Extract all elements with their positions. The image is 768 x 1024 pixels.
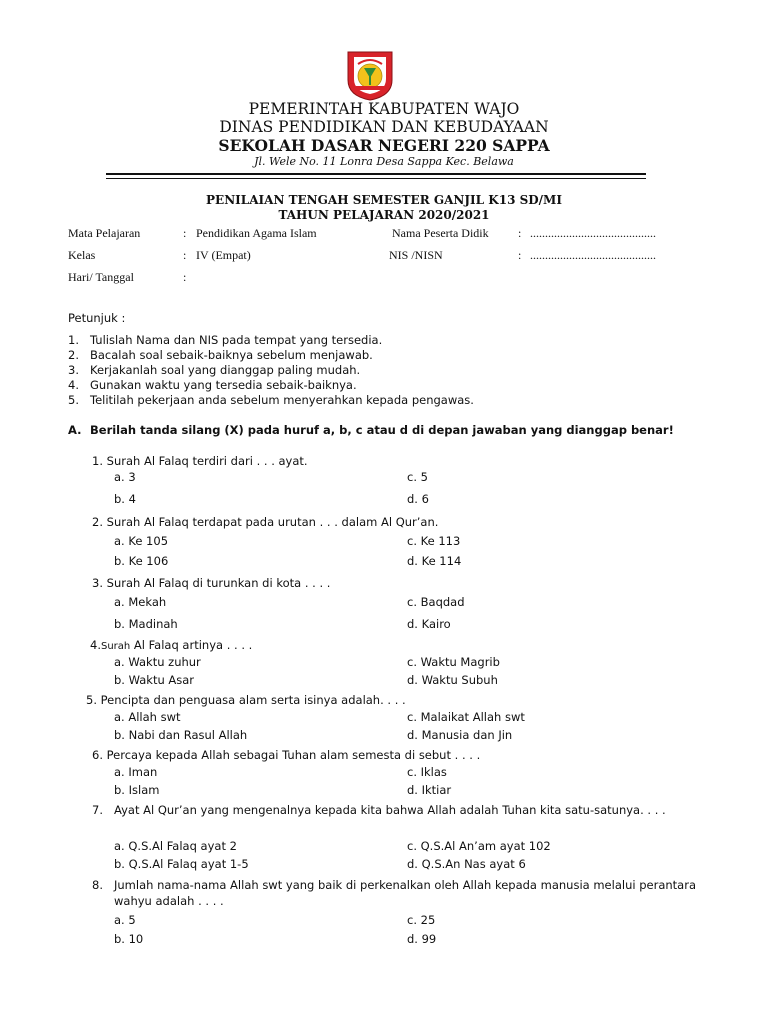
- colon: :: [183, 226, 187, 240]
- option-a[interactable]: a. 5: [114, 913, 136, 927]
- nis-field[interactable]: ..........................................: [530, 248, 656, 262]
- option-b[interactable]: b. Madinah: [114, 617, 178, 631]
- option-c[interactable]: c. 5: [407, 470, 428, 484]
- option-d[interactable]: d. 6: [407, 492, 429, 506]
- header-school-name: SEKOLAH DASAR NEGERI 220 SAPPA: [218, 136, 550, 155]
- question-8: 8. Jumlah nama-nama Allah swt yang baik di perkenalkan oleh Allah kepada manusia melalui perantara wahyu adalah . . . .: [92, 878, 696, 908]
- option-d[interactable]: d. Ke 114: [407, 554, 462, 568]
- header-divider-thin: [106, 178, 646, 179]
- colon: :: [183, 270, 187, 284]
- question-6: 6. Percaya kepada Allah sebagai Tuhan alam semesta di sebut . . . .: [92, 748, 481, 762]
- option-a[interactable]: a. 3: [114, 470, 136, 484]
- instructions-list: [68, 333, 474, 408]
- option-d[interactable]: d. Manusia dan Jin: [407, 728, 513, 742]
- option-a[interactable]: a. Ke 105: [114, 534, 169, 548]
- option-b[interactable]: b. Nabi dan Rasul Allah: [114, 728, 248, 742]
- list-item: 2. Bacalah soal sebaik-baiknya sebelum menjawab.: [68, 348, 373, 362]
- option-b[interactable]: b. Ke 106: [114, 554, 169, 568]
- date-label: Hari/ Tanggal: [68, 270, 134, 284]
- option-b[interactable]: b. Q.S.Al Falaq ayat 1-5: [114, 857, 249, 871]
- option-b[interactable]: b. Waktu Asar: [114, 673, 195, 687]
- option-c[interactable]: c. Q.S.Al An’am ayat 102: [407, 839, 551, 853]
- option-c[interactable]: c. Iklas: [407, 765, 447, 779]
- section-a-instruction: A. Berilah tanda silang (X) pada huruf a, b, c atau d di depan jawaban yang dianggap benar!: [68, 423, 674, 437]
- option-c[interactable]: c. Ke 113: [407, 534, 461, 548]
- header-divider-thick: [106, 173, 646, 175]
- nis-label: NIS /NISN: [389, 248, 443, 262]
- option-d[interactable]: d. Kairo: [407, 617, 451, 631]
- question-5: 5. Pencipta dan penguasa alam serta isinya adalah. . . .: [86, 693, 406, 707]
- header-government: PEMERINTAH KABUPATEN WAJO: [248, 100, 520, 118]
- exam-title: PENILAIAN TENGAH SEMESTER GANJIL K13 SD/MI: [206, 193, 562, 207]
- option-d[interactable]: d. Iktiar: [407, 783, 452, 797]
- colon: :: [518, 248, 522, 262]
- header-address: Jl. Wele No. 11 Lonra Desa Sappa Kec. Belawa: [254, 155, 514, 168]
- header-department: DINAS PENDIDIKAN DAN KEBUDAYAAN: [219, 118, 549, 136]
- list-item: 1. Tulislah Nama dan NIS pada tempat yang tersedia.: [68, 333, 383, 347]
- question-1: 1. Surah Al Falaq terdiri dari . . . ayat.: [92, 454, 308, 468]
- class-value: IV (Empat): [196, 248, 251, 262]
- option-a[interactable]: a. Iman: [114, 765, 158, 779]
- question-4: 4.Surah Al Falaq artinya . . . .: [90, 638, 253, 652]
- subject-value: Pendidikan Agama Islam: [196, 226, 317, 240]
- option-c[interactable]: c. 25: [407, 913, 436, 927]
- option-d[interactable]: d. 99: [407, 932, 437, 946]
- option-d[interactable]: d. Waktu Subuh: [407, 673, 498, 687]
- colon: :: [518, 226, 522, 240]
- list-item: 4. Gunakan waktu yang tersedia sebaik-baiknya.: [68, 378, 357, 392]
- option-a[interactable]: a. Allah swt: [114, 710, 181, 724]
- option-d[interactable]: d. Q.S.An Nas ayat 6: [407, 857, 526, 871]
- option-a[interactable]: a. Q.S.Al Falaq ayat 2: [114, 839, 237, 853]
- list-item: 3. Kerjakanlah soal yang dianggap paling mudah.: [68, 363, 361, 377]
- exam-year: TAHUN PELAJARAN 2020/2021: [278, 208, 490, 222]
- list-item: 5. Telitilah pekerjaan anda sebelum menyerahkan kepada pengawas.: [68, 393, 474, 407]
- option-b[interactable]: b. 4: [114, 492, 136, 506]
- question-2: 2. Surah Al Falaq terdapat pada urutan . . . dalam Al Qur’an.: [92, 515, 439, 529]
- option-c[interactable]: c. Malaikat Allah swt: [407, 710, 525, 724]
- option-c[interactable]: c. Baqdad: [407, 595, 465, 609]
- option-b[interactable]: b. 10: [114, 932, 144, 946]
- question-7: 7. Ayat Al Qur’an yang mengenalnya kepada kita bahwa Allah adalah Tuhan kita satu-satunya. . . .: [92, 803, 666, 817]
- instructions-heading: Petunjuk :: [68, 311, 126, 325]
- option-c[interactable]: c. Waktu Magrib: [407, 655, 500, 669]
- student-name-field[interactable]: ..........................................: [530, 226, 656, 240]
- option-a[interactable]: a. Waktu zuhur: [114, 655, 201, 669]
- school-emblem-logo: [342, 46, 398, 102]
- option-a[interactable]: a. Mekah: [114, 595, 167, 609]
- colon: :: [183, 248, 187, 262]
- subject-label: Mata Pelajaran: [68, 226, 141, 240]
- class-label: Kelas: [68, 248, 96, 262]
- question-3: 3. Surah Al Falaq di turunkan di kota . . . .: [92, 576, 331, 590]
- option-b[interactable]: b. Islam: [114, 783, 160, 797]
- student-name-label: Nama Peserta Didik: [392, 226, 489, 240]
